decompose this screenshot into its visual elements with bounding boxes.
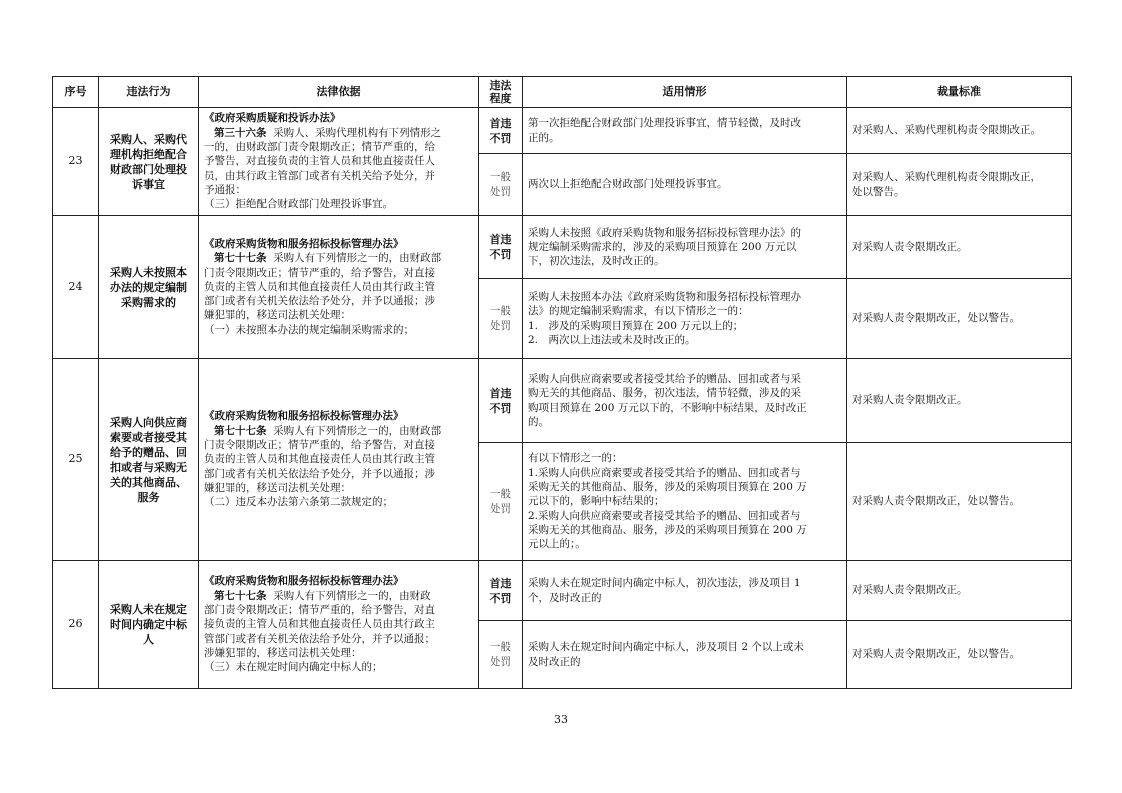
level-line: 首违 <box>489 116 512 130</box>
row-number: 23 <box>53 108 99 216</box>
header-situation: 适用情形 <box>523 77 847 108</box>
applicable-situation <box>523 621 847 689</box>
situation-line: 两次以上拒绝配合财政部门处理投诉事宜。 <box>528 178 728 191</box>
violation-act-line: 诉事宜 <box>132 177 165 191</box>
level-line: 一般 <box>490 304 511 317</box>
header-level-line1: 违法 <box>489 79 512 92</box>
legal-basis-line: 部门责令限期改正；情节严重的，给予警告，对直 <box>204 604 435 617</box>
level-line: 首违 <box>489 386 512 400</box>
level-line: 不罚 <box>489 591 512 605</box>
situation-line: 规定编制采购需求的，涉及的采购项目预算在 200 万元以 <box>528 240 797 253</box>
table-row <box>53 561 1072 621</box>
discretion-standard: 对采购人责令限期改正。 <box>847 561 1072 621</box>
page-number: 33 <box>554 713 568 726</box>
applicable-situation <box>523 216 847 279</box>
legal-basis-line: 门责令限期改正；情节严重的，给予警告，对直接 <box>204 439 435 452</box>
level-first-violation <box>479 359 523 443</box>
level-general-penalty <box>479 443 523 561</box>
violation-act <box>99 216 199 359</box>
legal-basis <box>199 108 479 216</box>
violation-act-line: 理机构拒绝配合 <box>110 147 187 161</box>
violation-act-line: 给予的赠品、回 <box>110 445 187 459</box>
standard-line: 对采购人责令限期改正，处以警告。 <box>852 648 1020 661</box>
applicable-situation <box>523 154 847 216</box>
legal-basis-text: 采购人有下列情形之一的，由财政部 <box>273 424 442 437</box>
legal-basis-line: （二）违反本办法第六条第二款规定的； <box>204 496 393 509</box>
legal-basis-line: （三）未在规定时间内确定中标人的； <box>204 661 383 674</box>
applicable-situation <box>523 561 847 621</box>
situation-line: 及时改正的 <box>528 655 581 668</box>
situation-line: 2. 两次以上违法或未及时改正的。 <box>528 333 696 346</box>
legal-basis <box>199 216 479 359</box>
row-number: 25 <box>53 359 99 561</box>
level-line: 处罚 <box>490 655 511 668</box>
standard-line: 对采购人、采购代理机构责令限期改正， <box>852 171 1041 184</box>
violation-act-line: 服务 <box>137 490 160 504</box>
situation-line: 1. 涉及的采购项目预算在 200 万元以上的； <box>528 319 744 332</box>
situation-line: 采购人未在规定时间内确定中标人，涉及项目 2 个以上或未 <box>528 641 804 654</box>
discretion-standard: 对采购人、采购代理机构责令限期改正。 <box>847 108 1072 154</box>
legal-basis-line: 部门或者有关机关依法给予处分，并予以通报；涉 <box>204 467 435 480</box>
level-line: 一般 <box>490 487 511 500</box>
situation-line: 1.采购人向供应商索要或者接受其给予的赠品、回扣或者与 <box>528 466 801 479</box>
situation-line: 有以下情形之一的： <box>528 452 623 465</box>
legal-basis-line <box>204 589 473 603</box>
situation-line: 正的。 <box>528 131 560 144</box>
legal-basis-article: 第三十六条 <box>214 126 267 139</box>
standard-line: 对采购人责令限期改正，处以警告。 <box>852 312 1020 325</box>
legal-basis-text: 采购人有下列情形之一的，由财政 <box>273 589 431 602</box>
situation-line: 采购人未按照本办法《政府采购货物和服务招标投标管理办 <box>528 290 801 303</box>
discretion-standard: 对采购人责令限期改正。 <box>847 216 1072 279</box>
legal-basis-line: （三）拒绝配合财政部门处理投诉事宜。 <box>204 198 393 211</box>
discretion-standard <box>847 621 1072 689</box>
violation-act-line: 采购需求的 <box>121 295 176 309</box>
header-standard: 裁量标准 <box>847 77 1072 108</box>
legal-basis-line: 门责令限期改正；情节严重的，给予警告，对直接 <box>204 266 435 279</box>
violation-act-line: 采购人向供应商 <box>110 415 187 429</box>
legal-basis-article: 第七十七条 <box>214 589 267 602</box>
level-first-violation <box>479 216 523 279</box>
legal-basis-line: 予警告，对直接负责的主管人员和其他直接责任人 <box>204 155 435 168</box>
situation-line: 购无关的其他商品、服务，初次违法，情节轻微，涉及的采 <box>528 387 801 400</box>
header-seq: 序号 <box>53 77 99 108</box>
level-first-violation <box>479 561 523 621</box>
violation-act <box>99 359 199 561</box>
legal-basis-title: 《政府采购货物和服务招标投标管理办法》 <box>204 410 404 423</box>
legal-basis <box>199 359 479 561</box>
level-line: 一般 <box>490 640 511 653</box>
level-general-penalty <box>479 154 523 216</box>
level-line: 首违 <box>489 576 512 590</box>
level-general-penalty <box>479 279 523 359</box>
violation-act-line: 采购人、采购代 <box>110 132 187 146</box>
situation-line: 购项目预算在 200 万元以下的，不影响中标结果，及时改正 <box>528 401 807 414</box>
situation-line: 元以下的，影响中标结果的； <box>528 495 665 508</box>
legal-basis-article: 第七十七条 <box>214 424 267 437</box>
situation-line: 采购无关的其他商品、服务，涉及的采购项目预算在 200 万 <box>528 523 807 536</box>
legal-basis-line <box>204 126 473 140</box>
legal-basis-line <box>204 251 473 265</box>
header-level <box>479 77 523 108</box>
table-row <box>53 108 1072 154</box>
legal-basis-line: 一的，由财政部门责令限期改正；情节严重的，给 <box>204 141 435 154</box>
discretion-standard: 对采购人责令限期改正。 <box>847 359 1072 443</box>
header-act: 违法行为 <box>99 77 199 108</box>
level-line: 处罚 <box>490 185 511 198</box>
situation-line: 采购人未按照《政府采购货物和服务招标投标管理办法》的 <box>528 226 801 239</box>
violation-act-line: 关的其他商品、 <box>110 475 187 489</box>
situation-line: 采购人未在规定时间内确定中标人，初次违法，涉及项目 1 <box>528 577 801 590</box>
header-basis: 法律依据 <box>199 77 479 108</box>
header-row <box>53 77 1072 108</box>
legal-basis-line: 嫌犯罪的，移送司法机关处理： <box>204 481 351 494</box>
situation-line: 第一次拒绝配合财政部门处理投诉事宜，情节轻微，及时改 <box>528 117 801 130</box>
legal-basis-line: 负责的主管人员和其他直接责任人员由其行政主管 <box>204 453 435 466</box>
violation-act <box>99 561 199 689</box>
legal-basis-title: 《政府采购质疑和投诉办法》 <box>204 112 341 125</box>
legal-basis <box>199 561 479 689</box>
discretion-standard <box>847 279 1072 359</box>
applicable-situation <box>523 359 847 443</box>
legal-basis-line: 接负责的主管人员和其他直接责任人员由其行政主 <box>204 618 435 631</box>
legal-basis-title: 《政府采购货物和服务招标投标管理办法》 <box>204 575 404 588</box>
level-line: 不罚 <box>489 131 512 145</box>
legal-basis-line <box>204 424 473 438</box>
violation-act <box>99 108 199 216</box>
penalty-table <box>52 76 1072 689</box>
table-row <box>53 216 1072 279</box>
legal-basis-line: 予通报： <box>204 183 246 196</box>
legal-basis-text: 采购人有下列情形之一的，由财政部 <box>273 252 442 265</box>
legal-basis-line: 涉嫌犯罪的，移送司法机关处理： <box>204 646 362 659</box>
situation-line: 下，初次违法，及时改正的。 <box>528 255 665 268</box>
violation-act-line: 办法的规定编制 <box>110 280 187 294</box>
violation-act-line: 财政部门处理投 <box>110 162 187 176</box>
situation-line: 个，及时改正的 <box>528 591 602 604</box>
violation-act-line: 扣或者与采购无 <box>110 460 187 474</box>
legal-basis-title: 《政府采购货物和服务招标投标管理办法》 <box>204 237 404 250</box>
legal-basis-line: 部门或者有关机关依法给予处分，并予以通报；涉 <box>204 295 435 308</box>
standard-line: 处以警告。 <box>852 185 905 198</box>
level-line: 首违 <box>489 233 512 246</box>
standard-line: 对采购人责令限期改正，处以警告。 <box>852 495 1020 508</box>
situation-line: 采购无关的其他商品、服务，涉及的采购项目预算在 200 万 <box>528 481 807 494</box>
table-row <box>53 359 1072 443</box>
legal-basis-line: 负责的主管人员和其他直接责任人员由其行政主管 <box>204 280 435 293</box>
level-first-violation <box>479 108 523 154</box>
level-general-penalty <box>479 621 523 689</box>
level-line: 不罚 <box>489 248 512 261</box>
legal-basis-line: 嫌犯罪的，移送司法机关处理： <box>204 309 351 322</box>
level-line: 不罚 <box>489 401 512 415</box>
violation-act-line: 时间内确定中标 <box>110 618 187 631</box>
level-line: 一般 <box>490 170 511 183</box>
discretion-standard <box>847 443 1072 561</box>
legal-basis-line: 员，由其行政主管部门或者有关机关给予处分，并 <box>204 169 435 182</box>
situation-line: 元以上的；。 <box>528 538 586 551</box>
applicable-situation <box>523 279 847 359</box>
situation-line: 2.采购人向供应商索要或者接受其给予的赠品、回扣或者与 <box>528 509 801 522</box>
situation-line: 法》的规定编制采购需求，有以下情形之一的： <box>528 305 749 318</box>
applicable-situation <box>523 443 847 561</box>
row-number: 26 <box>53 561 99 689</box>
legal-basis-text: 采购人、采购代理机构有下列情形之 <box>273 126 442 139</box>
violation-act-line: 人 <box>143 633 154 646</box>
applicable-situation <box>523 108 847 154</box>
situation-line: 采购人向供应商索要或者接受其给予的赠品、回扣或者与采 <box>528 372 801 385</box>
legal-basis-article: 第七十七条 <box>214 252 267 265</box>
level-line: 处罚 <box>490 319 511 332</box>
row-number: 24 <box>53 216 99 359</box>
discretion-standard <box>847 154 1072 216</box>
legal-basis-line: （一）未按照本办法的规定编制采购需求的； <box>204 323 414 336</box>
legal-basis-line: 管部门或者有关机关依法给予处分，并予以通报； <box>204 632 435 645</box>
header-level-line2: 程度 <box>489 92 512 105</box>
violation-act-line: 索要或者接受其 <box>110 430 187 444</box>
situation-line: 的。 <box>528 415 549 428</box>
violation-act-line: 采购人未按照本 <box>110 265 187 279</box>
violation-act-line: 采购人未在规定 <box>110 603 187 616</box>
level-line: 处罚 <box>490 502 511 515</box>
